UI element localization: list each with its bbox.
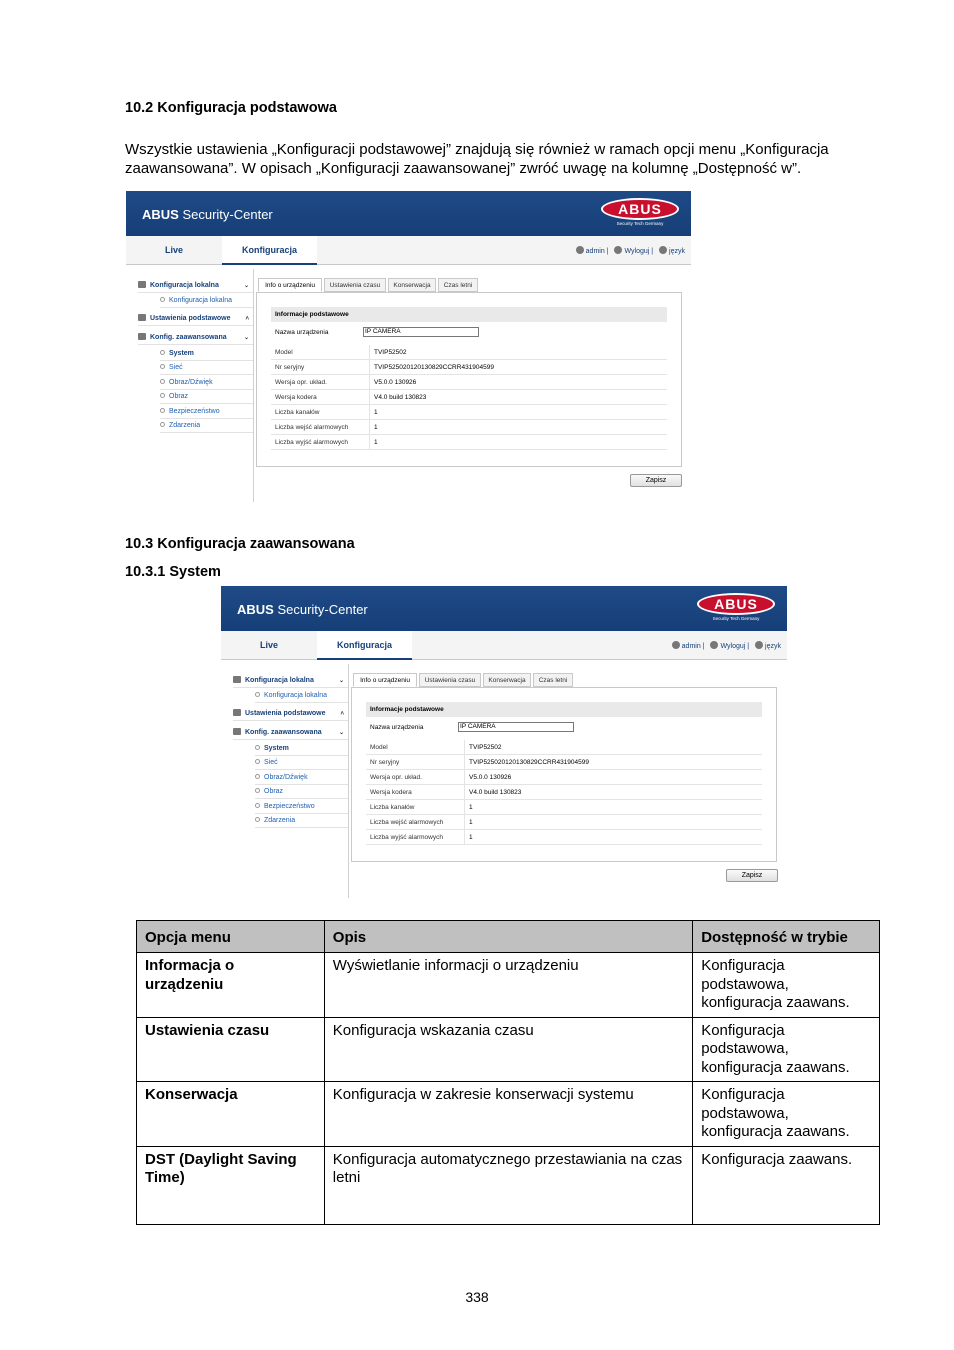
cell-option: DST (Daylight Saving Time) [137, 1146, 325, 1224]
save-button[interactable]: Zapisz [630, 474, 682, 487]
settings-icon [138, 314, 146, 321]
screenshot-system [221, 586, 787, 898]
table-header-row [137, 921, 880, 953]
cell-description: Wyświetlanie informacji o urządzeniu [324, 953, 692, 1018]
brand-title: ABUS Security-Center [142, 207, 273, 222]
user-menu: admin | Wyloguj | język [668, 641, 781, 650]
sidebar-events[interactable]: Zdarzenia [160, 419, 253, 433]
device-info-panel [256, 292, 682, 467]
info-row: Liczba wejść alarmowych 1 [366, 815, 762, 830]
sidebar-system[interactable]: System [255, 742, 348, 756]
app-header [221, 586, 787, 631]
nav-bar [126, 236, 691, 265]
tab-time-settings[interactable]: Ustawienia czasu [324, 278, 386, 292]
table-row [137, 953, 880, 1018]
header-option: Opcja menu [137, 921, 325, 953]
info-row: Wersja opr. układ. V5.0.0 130926 [271, 375, 667, 390]
device-info-panel [351, 687, 777, 862]
cell-option: Informacja o urządzeniu [137, 953, 325, 1018]
language-link[interactable]: język [669, 248, 685, 255]
section-title: Informacje podstawowe [366, 702, 762, 717]
sidebar-system[interactable]: System [160, 347, 253, 361]
heading-10-3-1: 10.3.1 System [125, 564, 221, 580]
cell-availability: Konfiguracja zaawans. [693, 1146, 880, 1224]
cell-option: Konserwacja [137, 1082, 325, 1147]
device-name-input[interactable]: IP CAMERA [458, 722, 574, 732]
tab-device-info[interactable]: Info o urządzeniu [258, 278, 322, 292]
info-row: Model TVIP52502 [271, 345, 667, 360]
app-header [126, 191, 691, 236]
logout-link[interactable]: Wyloguj [720, 643, 746, 650]
sidebar-advanced[interactable]: Konfig. zaawansowana ⌄ [233, 726, 348, 740]
monitor-icon [138, 281, 146, 288]
cell-description: Konfiguracja w zakresie konserwacji systemu [324, 1082, 692, 1147]
tab-config[interactable]: Konfiguracja [317, 631, 412, 660]
nav-bar [221, 631, 787, 660]
sidebar [221, 664, 349, 898]
sidebar-network[interactable]: Sieć [160, 361, 253, 375]
page-number: 338 [465, 1289, 489, 1305]
tab-dst[interactable]: Czas letni [438, 278, 478, 292]
abus-logo: ABUS Security Tech Germany [697, 593, 775, 623]
admin-link[interactable]: admin [681, 643, 701, 650]
tab-config[interactable]: Konfiguracja [222, 236, 317, 265]
globe-icon [755, 641, 763, 649]
table-row [137, 1146, 880, 1224]
globe-icon [659, 246, 667, 254]
device-name-input[interactable]: IP CAMERA [363, 327, 479, 337]
info-row: Wersja opr. układ. V5.0.0 130926 [366, 770, 762, 785]
screenshot-basic-config [126, 191, 691, 502]
info-row: Model TVIP52502 [366, 740, 762, 755]
sidebar-network[interactable]: Sieć [255, 756, 348, 770]
intro-line-2: zaawansowana”. W opisach „Konfiguracji zaawansowanej” zwróć uwagę na kolumnę „Dostępność w”. [125, 160, 802, 177]
device-name-label: Nazwa urządzenia [370, 724, 424, 731]
cell-option: Ustawienia czasu [137, 1017, 325, 1082]
cell-description: Konfiguracja wskazania czasu [324, 1017, 692, 1082]
cell-availability: Konfiguracja podstawowa, konfiguracja zaawans. [693, 1082, 880, 1147]
user-icon [576, 246, 584, 254]
menu-options-table [136, 920, 880, 1225]
tab-live[interactable]: Live [259, 640, 278, 650]
header-availability: Dostępność w trybie [693, 921, 880, 953]
sidebar-basic[interactable]: Ustawienia podstawowe ˄ [233, 707, 348, 721]
info-row: Liczba wyjść alarmowych 1 [271, 435, 667, 450]
logout-icon [614, 246, 622, 254]
info-row: Liczba kanałów 1 [271, 405, 667, 420]
tab-maintenance[interactable]: Konserwacja [483, 673, 531, 687]
tab-maintenance[interactable]: Konserwacja [388, 278, 436, 292]
info-row: Wersja kodera V4.0 build 130823 [366, 785, 762, 800]
language-link[interactable]: język [765, 643, 781, 650]
sidebar-advanced[interactable]: Konfig. zaawansowana ⌄ [138, 331, 253, 345]
wrench-icon [233, 728, 241, 735]
heading-10-3: 10.3 Konfiguracja zaawansowana [125, 536, 355, 552]
monitor-icon [233, 676, 241, 683]
cell-description: Konfiguracja automatycznego przestawiania na czas letni [324, 1146, 692, 1224]
sidebar-image[interactable]: Obraz [160, 390, 253, 404]
sidebar-local[interactable]: Konfiguracja lokalna ⌄ [138, 279, 253, 293]
user-icon [672, 641, 680, 649]
sidebar-image[interactable]: Obraz [255, 785, 348, 799]
logout-link[interactable]: Wyloguj [624, 248, 650, 255]
settings-icon [233, 709, 241, 716]
sidebar-events[interactable]: Zdarzenia [255, 814, 348, 828]
sidebar-local-sub[interactable]: Konfiguracja lokalna [255, 689, 348, 703]
table-row [137, 1082, 880, 1147]
sidebar-security[interactable]: Bezpieczeństwo [160, 405, 253, 419]
cell-availability: Konfiguracja podstawowa, konfiguracja zaawans. [693, 1017, 880, 1082]
logout-icon [710, 641, 718, 649]
info-row: Wersja kodera V4.0 build 130823 [271, 390, 667, 405]
sidebar-av[interactable]: Obraz/Dźwięk [160, 376, 253, 390]
table-row [137, 1017, 880, 1082]
intro-line-1: Wszystkie ustawienia „Konfiguracji podstawowej” znajdują się również w ramach opcji menu „Konfiguracja [125, 141, 829, 158]
save-button[interactable]: Zapisz [726, 869, 778, 882]
info-row: Liczba kanałów 1 [366, 800, 762, 815]
cell-availability: Konfiguracja podstawowa, konfiguracja zaawans. [693, 953, 880, 1018]
tab-device-info[interactable]: Info o urządzeniu [353, 673, 417, 687]
sidebar-basic[interactable]: Ustawienia podstawowe ˄ [138, 312, 253, 326]
brand-title: ABUS Security-Center [237, 602, 368, 617]
wrench-icon [138, 333, 146, 340]
info-row: Nr seryjny TVIP525020120130829CCRR431904599 [271, 360, 667, 375]
header-description: Opis [324, 921, 692, 953]
info-row: Liczba wyjść alarmowych 1 [366, 830, 762, 845]
heading-10-2: 10.2 Konfiguracja podstawowa [125, 100, 337, 116]
section-title: Informacje podstawowe [271, 307, 667, 322]
sidebar-av[interactable]: Obraz/Dźwięk [255, 771, 348, 785]
info-row: Nr seryjny TVIP525020120130829CCRR431904599 [366, 755, 762, 770]
sidebar-security[interactable]: Bezpieczeństwo [255, 800, 348, 814]
abus-logo: ABUS Security Tech Germany [601, 198, 679, 228]
info-row: Liczba wejść alarmowych 1 [271, 420, 667, 435]
tab-live[interactable]: Live [164, 245, 183, 255]
user-menu: admin | Wyloguj | język [572, 246, 685, 255]
admin-link[interactable]: admin [585, 248, 605, 255]
sidebar-local[interactable]: Konfiguracja lokalna ⌄ [233, 674, 348, 688]
device-name-label: Nazwa urządzenia [275, 329, 329, 336]
sidebar [126, 269, 254, 502]
tab-dst[interactable]: Czas letni [533, 673, 573, 687]
tab-time-settings[interactable]: Ustawienia czasu [419, 673, 481, 687]
sidebar-local-sub[interactable]: Konfiguracja lokalna [160, 294, 253, 308]
